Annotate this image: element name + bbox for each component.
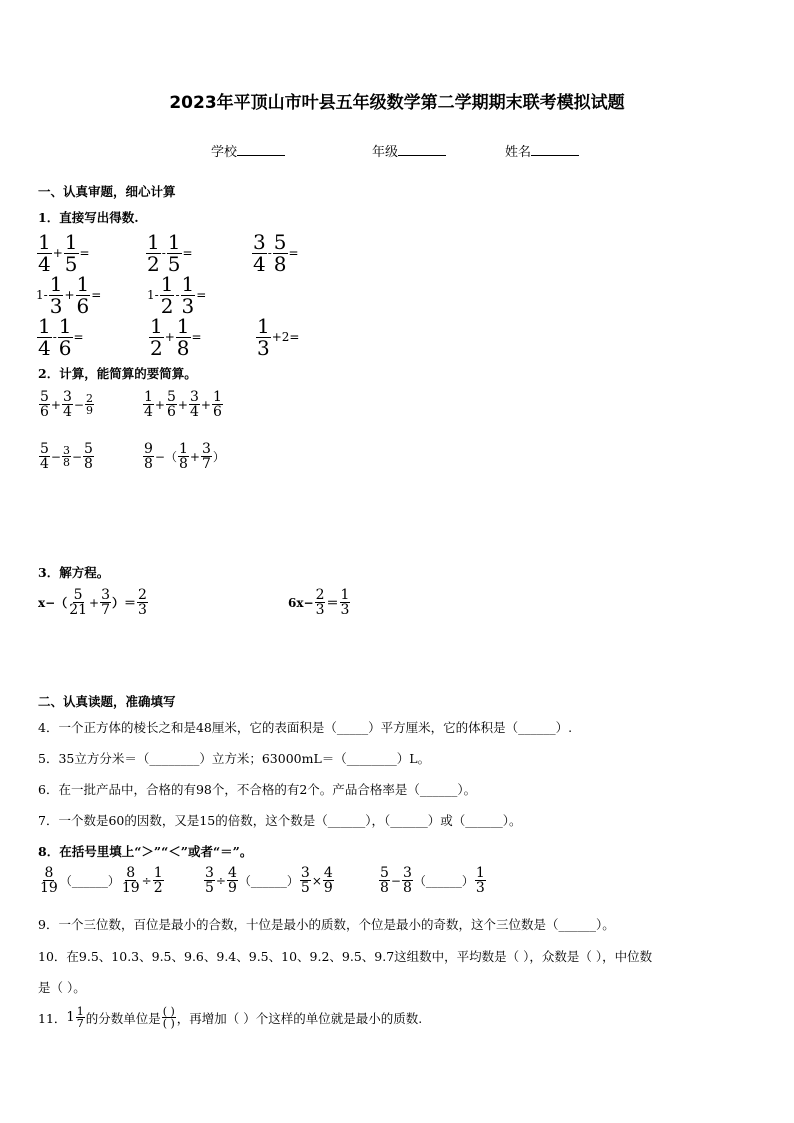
q1-item-7: $\frac{1}{2}$ + $\frac{1}{8}$ = [150,314,202,360]
school-field [211,141,285,160]
q1-item-1: $\frac{1}{4}$ + $\frac{1}{5}$ = [38,230,90,276]
q8-compare-3: $\frac{5}{8}$ − $\frac{3}{8}$ （______） $\frac{1}{3}$ [380,865,485,896]
q2-expr-4: $\frac{9}{8}$ −（ $\frac{1}{8}$ + $\frac{3}{7}$ ） [144,441,225,472]
school-label: 学校 [211,145,238,160]
q2-expr-1: $\frac{5}{6}$ + $\frac{3}{4}$ − $\frac{2}{9}$ [40,389,93,420]
grade-label: 年级 [372,145,399,160]
q1-item-6: $\frac{1}{4}$ - $\frac{1}{6}$ = [38,314,84,360]
q11-fraction: $\frac{1}{7}$ [76,1005,84,1030]
q7-text: 7．一个数是60的因数，又是15的倍数，这个数是（______），（______）或（______）。 [38,813,522,828]
q6-text: 6．在一批产品中，合格的有98个，不合格的有2个。产品合格率是（______）。 [38,782,477,797]
q1-label: 1．直接写出得数. [38,210,139,225]
q11-whole: 1 [66,1010,75,1025]
q8-compare-1: $\frac{8}{19}$ （______） $\frac{8}{19}$ ÷ $\frac{1}{2}$ [40,865,163,896]
q1-item-3: $\frac{3}{4}$ - $\frac{5}{8}$ = [253,230,299,276]
school-blank [237,143,285,156]
q10-line-2: 是（ ）。 [38,980,86,995]
q4-text: 4．一个正方体的棱长之和是48厘米，它的表面积是（_____）平方厘米，它的体积是（______）. [38,720,573,735]
q8-label: 8．在括号里填上“＞”“＜”或者“＝”。 [38,844,253,859]
q2-expr-3: $\frac{5}{4}$ − $\frac{3}{8}$ − $\frac{5}{8}$ [40,441,93,472]
q5-text: 5．35立方分米＝（________）立方米；63000mL＝（________）L。 [38,751,431,766]
q3-equation-1: x−（ $\frac{5}{21}$ + $\frac{3}{7}$ ）＝ $\frac{2}{3}$ [38,587,147,618]
name-field [505,141,579,160]
grade-blank [398,143,446,156]
q11-number: 11． [38,1010,67,1026]
q11-answer-fraction: $\frac{( )}{( )}$ [162,1005,175,1030]
q10-line-1: 10．在9.5、10.3、9.5、9.6、9.4、9.5、10、9.2、9.5、9.7这组数中，平均数是（ ），众数是（ ），中位数 [38,949,653,964]
section-2-heading: 二、认真读题，准确填写 [38,694,176,709]
q9-text: 9．一个三位数，百位是最小的合数，十位是最小的质数，个位是最小的奇数，这个三位数是（______）。 [38,917,615,932]
q1-item-5: 1- $\frac{1}{2}$ - $\frac{1}{3}$ = [147,272,207,318]
q11 [38,1006,422,1029]
q11-post: ，再增加（ ）个这样的单位就是最小的质数. [176,1010,423,1026]
page-title: 2023年平顶山市叶县五年级数学第二学期期末联考模拟试题 [169,93,625,113]
q3-equation-2: 6x− $\frac{2}{3}$ ＝ $\frac{1}{3}$ [288,587,350,618]
q11-mid: 的分数单位是 [85,1010,161,1026]
q2-label: 2．计算，能简算的要简算。 [38,366,197,381]
q3-label: 3．解方程。 [38,565,110,580]
q8-compare-2: $\frac{3}{5}$ ÷ $\frac{4}{9}$ （______） $\frac{3}{5}$ × $\frac{4}{9}$ [205,865,333,896]
name-label: 姓名 [505,145,532,160]
section-1-heading: 一、认真审题，细心计算 [38,184,176,199]
name-blank [531,143,579,156]
grade-field [372,141,446,160]
q1-item-8: $\frac{1}{3}$ +2= [257,314,300,360]
q1-item-2: $\frac{1}{2}$ - $\frac{1}{5}$ = [147,230,193,276]
q1-item-4: 1- $\frac{1}{3}$ + $\frac{1}{6}$ = [36,272,102,318]
q2-expr-2: $\frac{1}{4}$ + $\frac{5}{6}$ + $\frac{3}{4}$ + $\frac{1}{6}$ [144,389,222,420]
